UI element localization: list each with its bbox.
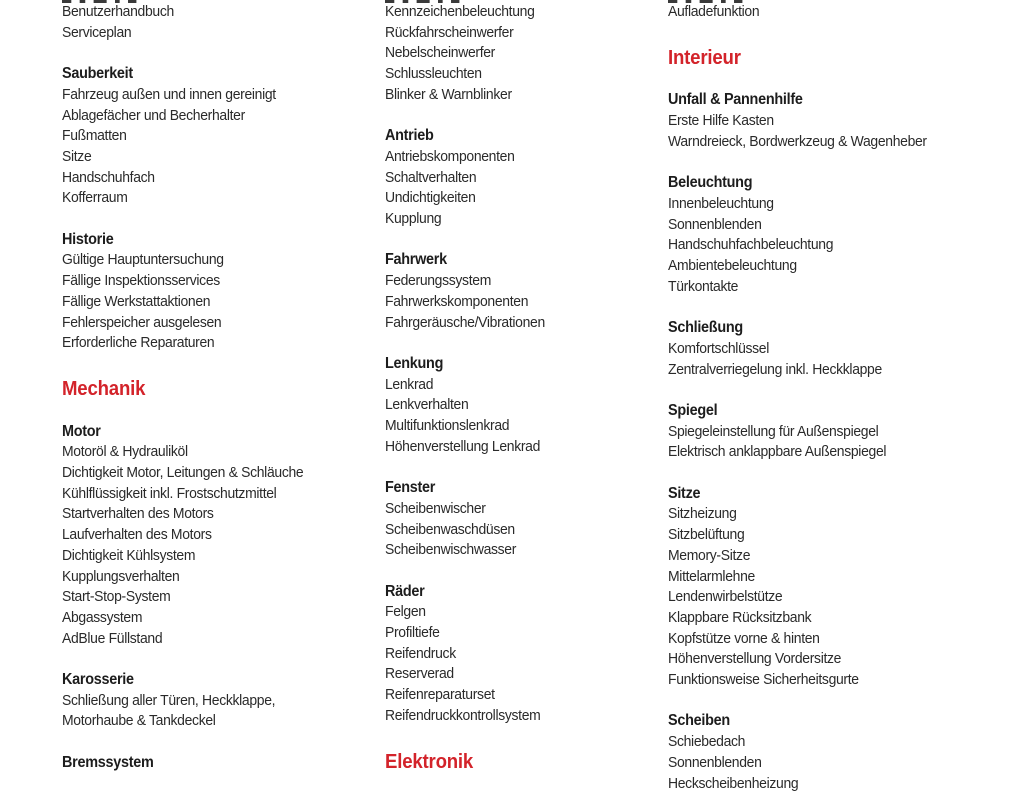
- section-heading: Interieur: [668, 46, 741, 69]
- checklist-item: Schaltverhalten: [385, 168, 477, 186]
- checklist-group: [62, 670, 369, 732]
- group-heading: Spiegel: [668, 401, 718, 419]
- checklist-item: Lenkrad: [385, 375, 434, 393]
- checklist-item: Motorhaube & Tankdeckel: [62, 712, 216, 730]
- checklist-item: Innenbeleuchtung: [668, 194, 774, 212]
- checklist-item: Startverhalten des Motors: [62, 505, 214, 523]
- checklist-item: Fahrwerkskomponenten: [385, 292, 529, 310]
- checklist-item: Ablagefächer und Becherhalter: [62, 106, 245, 124]
- checklist-group: [385, 2, 664, 106]
- checklist-item: Fällige Werkstattaktionen: [62, 292, 211, 310]
- checklist-item: Handschuhfach: [62, 168, 155, 186]
- checklist-item: Höhenverstellung Vordersitze: [668, 650, 842, 668]
- group-heading: Fenster: [385, 479, 436, 497]
- checklist-item: Erforderliche Reparaturen: [62, 334, 215, 352]
- section-heading: Mechanik: [62, 377, 146, 400]
- checklist-group: [62, 422, 369, 650]
- group-heading: Lenkung: [385, 354, 444, 372]
- checklist-item: Reifendruck: [385, 644, 456, 662]
- checklist-item: Elektrisch anklappbare Außenspiegel: [668, 443, 887, 461]
- checklist-group: [668, 2, 975, 23]
- checklist-item: Kennzeichenbeleuchtung: [385, 3, 535, 20]
- checklist-item: Serviceplan: [62, 23, 132, 41]
- checklist-item: Reifenreparaturset: [385, 686, 495, 704]
- checklist-group: [62, 64, 369, 209]
- checklist-item: Kühlflüssigkeit inkl. Frostschutzmittel: [62, 484, 277, 502]
- checklist-item: Reserverad: [385, 665, 454, 683]
- column-left: [62, 0, 369, 774]
- group-heading: Beleuchtung: [668, 174, 753, 192]
- checklist-item: Reifendruckkontrollsystem: [385, 706, 541, 724]
- checklist-item: AdBlue Füllstand: [62, 629, 163, 647]
- checklist-item: Undichtigkeiten: [385, 189, 476, 207]
- checklist-item: Komfortschlüssel: [668, 339, 770, 357]
- checklist-item: Profiltiefe: [385, 624, 440, 642]
- group-heading: Sitze: [668, 484, 701, 502]
- checklist-group: [62, 230, 369, 354]
- checklist-item: Mittelarmlehne: [668, 567, 755, 585]
- checklist-item: Ambientebeleuchtung: [668, 257, 797, 274]
- checklist-item: Blinker & Warnblinker: [385, 85, 512, 103]
- checklist-item: Zentralverriegelung inkl. Heckklappe: [668, 360, 882, 378]
- column-middle: [385, 0, 664, 787]
- checklist-item: Spiegeleinstellung für Außenspiegel: [668, 422, 879, 440]
- cropped-text-fragment: [385, 0, 468, 3]
- checklist-item: Dichtigkeit Motor, Leitungen & Schläuche: [62, 464, 304, 482]
- checklist-group: [62, 753, 369, 774]
- checklist-item: Heckscheibenheizung: [668, 774, 799, 792]
- checklist-group: [668, 318, 975, 380]
- group-heading: Scheiben: [668, 712, 730, 730]
- cropped-text-fragment: [62, 0, 145, 3]
- checklist-item: Sonnenblenden: [668, 215, 762, 233]
- checklist-group: [385, 126, 664, 230]
- checklist-group: [385, 478, 664, 561]
- group-heading: Karosserie: [62, 671, 134, 689]
- checklist-item: Sonnenblenden: [668, 753, 762, 771]
- checklist-item: Scheibenwischwasser: [385, 541, 517, 559]
- checklist-item: Schiebedach: [668, 733, 746, 751]
- checklist-item: Fahrzeug außen und innen gereinigt: [62, 85, 276, 103]
- checklist-item: Lendenwirbelstütze: [668, 588, 783, 606]
- checklist-item: Lenkverhalten: [385, 396, 469, 414]
- checklist-item: Federungssystem: [385, 272, 491, 290]
- checklist-item: Felgen: [385, 603, 426, 621]
- checklist-item: Start-Stop-System: [62, 588, 171, 606]
- checklist-item: Rückfahrscheinwerfer: [385, 23, 514, 41]
- checklist-item: Schlussleuchten: [385, 65, 482, 83]
- checklist-item: Scheibenwischer: [385, 499, 486, 517]
- checklist-item: Türkontakte: [668, 277, 739, 295]
- checklist-group: [62, 2, 369, 43]
- checklist-item: Sitze: [62, 147, 92, 165]
- group-heading: Historie: [62, 230, 114, 248]
- checklist-group: [385, 582, 664, 727]
- group-heading: Sauberkeit: [62, 65, 133, 83]
- checklist-item: Handschuhfachbeleuchtung: [668, 236, 834, 254]
- checklist-item: Kupplungsverhalten: [62, 567, 180, 585]
- column-right: [668, 0, 975, 794]
- checklist-item: Aufladefunktion: [668, 3, 760, 20]
- checklist-item: Sitzbelüftung: [668, 526, 745, 544]
- checklist-item: Laufverhalten des Motors: [62, 526, 212, 544]
- checklist-item: Funktionsweise Sicherheitsgurte: [668, 671, 859, 689]
- checklist-group: [668, 173, 975, 297]
- group-heading: Räder: [385, 582, 425, 600]
- group-heading: Unfall & Pannenhilfe: [668, 91, 803, 109]
- checklist-group: [668, 711, 975, 794]
- checklist-item: Fußmatten: [62, 127, 127, 145]
- group-heading: Schließung: [668, 319, 743, 337]
- checklist-group: [385, 354, 664, 458]
- checklist-item: Höhenverstellung Lenkrad: [385, 437, 541, 455]
- group-heading: Bremssystem: [62, 753, 154, 771]
- checklist-item: Dichtigkeit Kühlsystem: [62, 546, 196, 564]
- checklist-item: Warndreieck, Bordwerkzeug & Wagenheber: [668, 132, 927, 150]
- checklist-item: Motoröl & Hydrauliköl: [62, 443, 188, 461]
- checklist-item: Klappbare Rücksitzbank: [668, 608, 812, 626]
- checklist-item: Kopfstütze vorne & hinten: [668, 629, 820, 647]
- checklist-item: Memory-Sitze: [668, 546, 751, 564]
- group-heading: Motor: [62, 422, 101, 440]
- checklist-item: Fahrgeräusche/Vibrationen: [385, 313, 545, 331]
- checklist-item: Fällige Inspektionsservices: [62, 272, 220, 290]
- checklist-item: Sitzheizung: [668, 505, 737, 523]
- checklist-group: [668, 484, 975, 691]
- checklist-item: Gültige Hauptuntersuchung: [62, 251, 224, 269]
- checklist-item: Fehlerspeicher ausgelesen: [62, 313, 222, 331]
- checklist-item: Abgassystem: [62, 608, 143, 626]
- checklist-group: [385, 250, 664, 333]
- checklist-item: Scheibenwaschdüsen: [385, 520, 515, 538]
- group-heading: Antrieb: [385, 127, 434, 145]
- checklist-item: Multifunktionslenkrad: [385, 417, 510, 435]
- checklist-group: [668, 90, 975, 152]
- section-heading: Elektronik: [385, 750, 474, 773]
- checklist-item: Kupplung: [385, 210, 442, 228]
- checklist-item: Erste Hilfe Kasten: [668, 112, 774, 130]
- checklist-item: Kofferraum: [62, 189, 128, 207]
- checklist-item: Schließung aller Türen, Heckklappe,: [62, 691, 276, 709]
- checklist-item: Nebelscheinwerfer: [385, 44, 496, 62]
- checklist-item: Benutzerhandbuch: [62, 3, 174, 20]
- checklist-group: [668, 401, 975, 463]
- cropped-text-fragment: [668, 0, 751, 3]
- group-heading: Fahrwerk: [385, 251, 447, 269]
- checklist-item: Antriebskomponenten: [385, 147, 515, 165]
